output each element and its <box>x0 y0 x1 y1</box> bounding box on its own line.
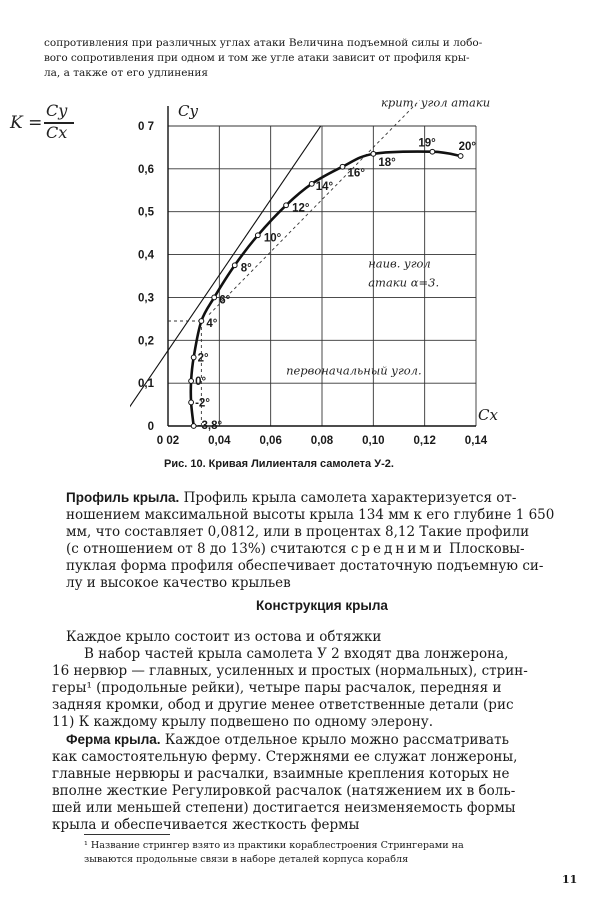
page-number: 11 <box>562 873 578 886</box>
data-point <box>458 154 463 159</box>
data-point <box>284 203 289 208</box>
intro-text <box>44 36 572 81</box>
data-point <box>430 149 435 154</box>
handwritten-note: атаки α=3. <box>368 275 440 290</box>
tangent-line <box>130 126 321 426</box>
run-in-heading: Профиль крыла. <box>66 490 180 505</box>
x-tick-label: 0,08 <box>310 435 334 447</box>
formula-numerator: Cy <box>46 101 68 120</box>
paragraph-line: крыла и обеспечивается жесткость фермы <box>52 817 360 833</box>
paragraph-line: мм, что составляет 0,0812, или в процентах 8,12 Такие профили <box>66 524 530 540</box>
y-tick-label: 0 7 <box>138 121 154 133</box>
x-tick-label: 0,06 <box>259 435 282 447</box>
point-label: 19° <box>418 137 436 150</box>
paragraph-wing-truss <box>52 731 562 834</box>
y-tick-label: 0,3 <box>138 292 154 305</box>
point-label: 14° <box>315 180 334 193</box>
y-tick-label: 0,5 <box>138 206 154 219</box>
y-tick-label: 0,1 <box>138 378 154 391</box>
handwritten-note: первоначальный угол. <box>286 363 422 378</box>
margin-formula <box>10 103 80 153</box>
x-tick-label: 0,12 <box>413 435 436 447</box>
data-point <box>371 151 376 156</box>
data-point <box>189 379 194 384</box>
footnote-rule <box>84 834 170 835</box>
x-tick-label: 0 02 <box>156 435 180 447</box>
paragraph-line: В набор частей крыла самолета У 2 входят два лонжерона, <box>84 646 509 662</box>
point-label: 16° <box>347 167 365 180</box>
point-label: 20° <box>458 141 476 153</box>
handwritten-note: крит. угол атаки <box>381 96 491 110</box>
paragraph-text: Плосковы- <box>444 541 525 557</box>
data-point <box>189 400 194 405</box>
section-heading: Конструкция крыла <box>256 598 388 613</box>
data-point <box>232 263 237 268</box>
paragraph-line: 11) К каждому крылу подвешено по одному элерону. <box>52 714 434 730</box>
paragraph-line: шей или меньшей степени) достигается неизменяемость формы <box>52 800 516 816</box>
point-label: 18° <box>378 156 396 169</box>
x-tick-label: 0,10 <box>362 435 385 447</box>
paragraph-line: 16 нервюр — главных, усиленных и простых (нормальных), стрин- <box>52 663 528 679</box>
data-point <box>255 233 260 238</box>
paragraph-line <box>66 489 576 507</box>
run-in-heading: Ферма крыла. <box>66 732 161 747</box>
point-label: 6° <box>219 294 231 307</box>
x-tick-label: 0,04 <box>208 435 231 447</box>
y-axis-label: Cy <box>178 102 198 120</box>
footnote-line: ¹ Название стрингер взято из практики кораблестроения Стрингерами на <box>84 840 464 851</box>
data-point <box>191 424 196 429</box>
intro-line: вого сопротивления при одном и том же угле атаки зависит от профиля кры- <box>44 52 470 64</box>
footnote-line: зываются продольные связи в наборе деталей корпуса корабля <box>84 854 409 865</box>
lilienthal-chart <box>130 96 500 456</box>
formula-k: K = <box>10 113 43 133</box>
paragraph-line: вполне жесткие Регулировкой расчалок (натяжением их в боль- <box>52 783 516 799</box>
formula-denominator: Cx <box>46 123 68 142</box>
point-label: 2° <box>197 352 209 365</box>
paragraph-line: задняя кромки, обод и другие менее ответственные детали (рис <box>52 697 514 713</box>
point-label: -2° <box>195 397 210 410</box>
paragraph-line: пуклая форма профиля обеспечивает достаточную подъемную си- <box>66 558 544 574</box>
data-point <box>212 295 217 300</box>
paragraph-text: Профиль крыла самолета характеризуется от- <box>179 490 517 506</box>
paragraph-wing-parts <box>52 629 576 731</box>
x-tick-label: 0,14 <box>464 435 488 447</box>
footnote <box>84 839 464 867</box>
x-axis-label: Cx <box>478 406 498 424</box>
paragraph-line: геры¹ (продольные рейки), четыре пары расчалок, передняя и <box>52 680 502 696</box>
data-point <box>340 164 345 169</box>
data-point <box>199 319 204 324</box>
y-tick-label: 0,4 <box>138 249 154 262</box>
spaced-emphasis: средними <box>350 541 445 557</box>
paragraph-line <box>52 731 562 749</box>
y-tick-label: 0,6 <box>138 163 154 176</box>
data-point <box>309 181 314 186</box>
paragraph-text: (с отношением от 8 до 13%) считаются <box>66 541 351 557</box>
paragraph-line: Каждое крыло состоит из остова и обтяжки <box>66 629 382 645</box>
paragraph-text: Каждое отдельное крыло можно рассматривать <box>160 732 509 748</box>
paragraph-line: главные нервюры и расчалки, взаимные крепления которых не <box>52 766 510 782</box>
point-label: 0° <box>195 376 207 388</box>
point-label: 10° <box>263 232 282 245</box>
data-point <box>191 355 196 360</box>
intro-line: ла, а также от его удлинения <box>44 67 209 79</box>
paragraph-line: лу и высокое качество крыльев <box>66 575 291 591</box>
figure-caption: Рис. 10. Кривая Лилиенталя самолета У-2. <box>164 458 394 470</box>
y-tick-label: 0 <box>147 421 154 433</box>
point-label: 8° <box>240 262 252 275</box>
paragraph-line: ношением максимальной высоты крыла 134 мм к его глубине 1 650 <box>66 507 555 523</box>
point-label: -3,8° <box>197 420 223 432</box>
point-label: 4° <box>206 318 218 330</box>
y-tick-label: 0,2 <box>138 335 154 348</box>
paragraph-line: как самостоятельную ферму. Стержнями ее служат лонжероны, <box>52 749 518 765</box>
point-label: 12° <box>292 202 310 215</box>
intro-line: сопротивления при различных углах атаки Величина подъемной силы и лобо- <box>44 37 483 49</box>
paragraph-wing-profile <box>66 489 576 592</box>
paragraph-line <box>66 541 576 558</box>
annotations <box>286 96 490 378</box>
handwritten-note: наив. угол <box>368 256 431 271</box>
